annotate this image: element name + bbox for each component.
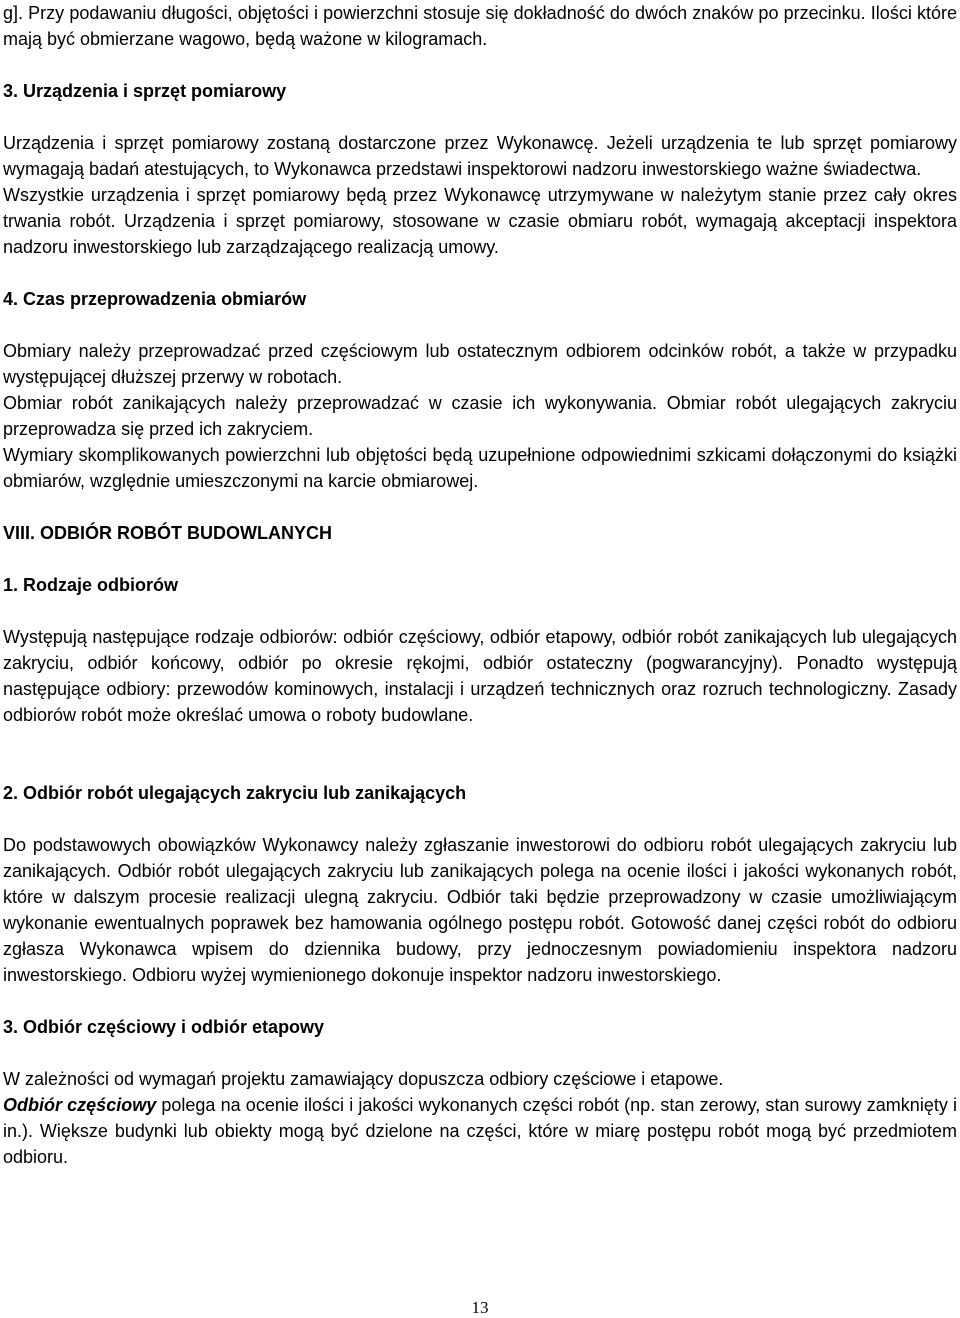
intro-paragraph: g]. Przy podawaniu długości, objętości i powierzchni stosuje się dokładność do dwóch znaków po przecinku. Ilości które mają być obmierzane wagowo, będą ważone w kilogramach.: [3, 3, 957, 49]
chapter-heading: VIII. ODBIÓR ROBÓT BUDOWLANYCH: [3, 523, 332, 543]
section-4-paragraph-1: Obmiary należy przeprowadzać przed częściowym lub ostatecznym odbiorem odcinków robót, a także w przypadku występującej dłuższej przerwy w robotach.: [3, 341, 957, 387]
odbior-3-paragraph-1: W zależności od wymagań projektu zamawiający dopuszcza odbiory częściowe i etapowe.: [3, 1069, 724, 1089]
section-3-heading: 3. Urządzenia i sprzęt pomiarowy: [3, 81, 287, 101]
document-page: [3, 0, 957, 1170]
odbior-3-paragraph-2-text: polega na ocenie ilości i jakości wykonanych części robót (np. stan zerowy, stan surowy zamknięty i in.). Większe budynki lub obiekty mogą być dzielone na części, które w miarę postępu robót mogą być przedmiotem odbioru.: [3, 1095, 957, 1167]
page-number: 13: [471, 1298, 489, 1317]
section-4-paragraph-3: Wymiary skomplikowanych powierzchni lub objętości będą uzupełnione odpowiednimi szkicami dołączonymi do książki obmiarów, względnie umieszczonymi na karcie obmiarowej.: [3, 445, 957, 491]
section-3-paragraph-1: Urządzenia i sprzęt pomiarowy zostaną dostarczone przez Wykonawcę. Jeżeli urządzenia te lub sprzęt pomiarowy wymagają badań atestujących, to Wykonawca przedstawi inspektorowi nadzoru inwestorskiego ważne świadectwa.: [3, 133, 957, 179]
odbior-2-paragraph: Do podstawowych obowiązków Wykonawcy należy zgłaszanie inwestorowi do odbioru robót ulegających zakryciu lub zanikających. Odbiór robót ulegających zakryciu lub zanikających polega na ocenie ilości i jakości wykonanych robót, które w dalszym procesie realizacji ulegną zakryciu. Odbiór taki będzie przeprowadzony w czasie umożliwiającym wykonanie ewentualnych poprawek bez hamowania ogólnego postępu robót. Gotowość danej części robót do odbioru zgłasza Wykonawca wpisem do dziennika budowy, przy jednoczesnym powiadomieniu inspektora nadzoru inwestorskiego. Odbioru wyżej wymienionego dokonuje inspektor nadzoru inwestorskiego.: [3, 835, 957, 985]
odbior-2-heading: 2. Odbiór robót ulegających zakryciu lub zanikających: [3, 783, 467, 803]
section-3-paragraph-2: Wszystkie urządzenia i sprzęt pomiarowy będą przez Wykonawcę utrzymywane w należytym stanie przez cały okres trwania robót. Urządzenia i sprzęt pomiarowy, stosowane w czasie obmiaru robót, wymagają akceptacji inspektora nadzoru inwestorskiego lub zarządzającego realizacją umowy.: [3, 185, 957, 257]
odbior-3-heading: 3. Odbiór częściowy i odbiór etapowy: [3, 1017, 325, 1037]
odbior-1-heading: 1. Rodzaje odbiorów: [3, 575, 179, 595]
section-4-paragraph-2: Obmiar robót zanikających należy przeprowadzać w czasie ich wykonywania. Obmiar robót ulegających zakryciu przeprowadza się przed ich zakryciem.: [3, 393, 957, 439]
odbior-3-paragraph-2: [3, 1092, 957, 1170]
odbior-czesciowy-term: Odbiór częściowy: [3, 1095, 157, 1115]
odbior-1-paragraph: Występują następujące rodzaje odbiorów: odbiór częściowy, odbiór etapowy, odbiór robót zanikających lub ulegających zakryciu, odbiór końcowy, odbiór po okresie rękojmi, odbiór ostateczny (pogwarancyjny). Ponadto występują następujące odbiory: przewodów kominowych, instalacji i urządzeń technicznych oraz rozruch technologiczny. Zasady odbiorów robót może określać umowa o roboty budowlane.: [3, 627, 957, 725]
section-4-heading: 4. Czas przeprowadzenia obmiarów: [3, 289, 307, 309]
